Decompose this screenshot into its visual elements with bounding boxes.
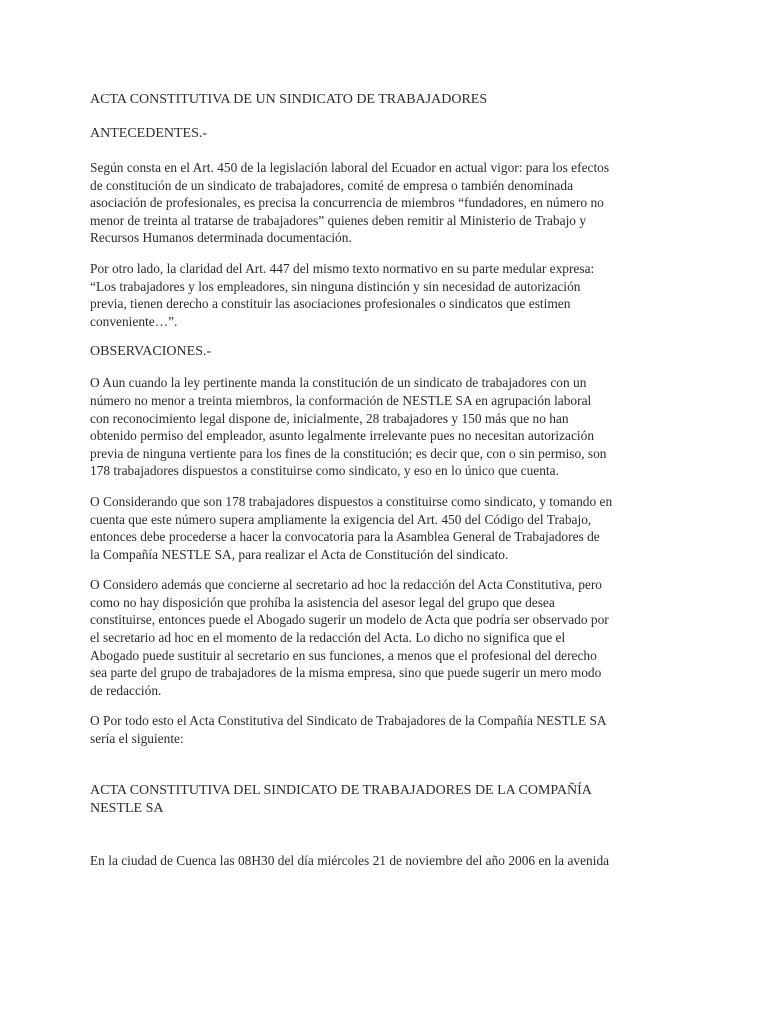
document-page	[90, 91, 690, 869]
antecedentes-paragraph-2: Por otro lado, la claridad del Art. 447 del mismo texto normativo en su parte medular expresa: “Los trabajadores y los empleadores, sin ninguna distinción y sin necesidad de autorización previa, tienen derecho a constituir las asociaciones profesionales o sindicatos que estimen conveniente…”.	[90, 260, 595, 329]
antecedentes-heading: ANTECEDENTES.-	[90, 126, 208, 141]
observacion-4: O Por todo esto el Acta Constitutiva del Sindicato de Trabajadores de la Compañía NESTLE SA sería el siguiente:	[90, 713, 607, 747]
acta-opening-paragraph: En la ciudad de Cuenca las 08H30 del día miércoles 21 de noviembre del año 2006 en la avenida	[90, 852, 610, 868]
observaciones-heading: OBSERVACIONES.-	[90, 344, 212, 360]
antecedentes-paragraph-1: Según consta en el Art. 450 de la legislación laboral del Ecuador en actual vigor: para los efectos de constitución de un sindicato de trabajadores, comité de empresa o también denominada asociación de profesionales, es precisa la concurrencia de miembros “fundadores, en número no menor de treinta al tratarse de trabajadores” quienes deben remitir al Ministerio de Trabajo y Recursos Humanos determinada documentación.	[90, 160, 610, 246]
acta-title: ACTA CONSTITUTIVA DEL SINDICATO DE TRABAJADORES DE LA COMPAÑÍA NESTLE SA	[90, 782, 592, 816]
observacion-2: O Considerando que son 178 trabajadores dispuestos a constituirse como sindicato, y tomando en cuenta que este número supera ampliamente la exigencia del Art. 450 del Código del Trabajo, entonces debe procederse a hacer la convocatoria para la Asamblea General de Trabajadores de la Compañía NESTLE SA, para realizar el Acta de Constitución del sindicato.	[90, 493, 613, 562]
document-title: ACTA CONSTITUTIVA DE UN SINDICATO DE TRABAJADORES	[90, 92, 488, 107]
observacion-3: O Considero además que concierne al secretario ad hoc la redacción del Acta Constitutiva, pero como no hay disposición que prohíba la asistencia del asesor legal del grupo que desea constituirse, entonces puede el Abogado sugerir un modelo de Acta que podría ser observado por el secretario ad hoc en el momento de la redacción del Acta. Lo dicho no significa que el Abogado puede sustituir al secretario en sus funciones, a menos que el profesional del derecho sea parte del grupo de trabajadores de la misma empresa, sino que puede sugerir un mero modo de redacción.	[90, 577, 609, 698]
observacion-1: O Aun cuando la ley pertinente manda la constitución de un sindicato de trabajadores con un número no menor a treinta miembros, la conformación de NESTLE SA en agrupación laboral con reconocimiento legal dispone de, inicialmente, 28 trabajadores y 150 más que no han obtenido permiso del empleador, asunto legalmente irrelevante pues no necesitan autorización previa de ninguna vertiente para los fines de la constitución; es decir que, con o sin permiso, son 178 trabajadores dispuestos a constituirse como sindicato, y eso en lo único que cuenta.	[90, 375, 607, 479]
